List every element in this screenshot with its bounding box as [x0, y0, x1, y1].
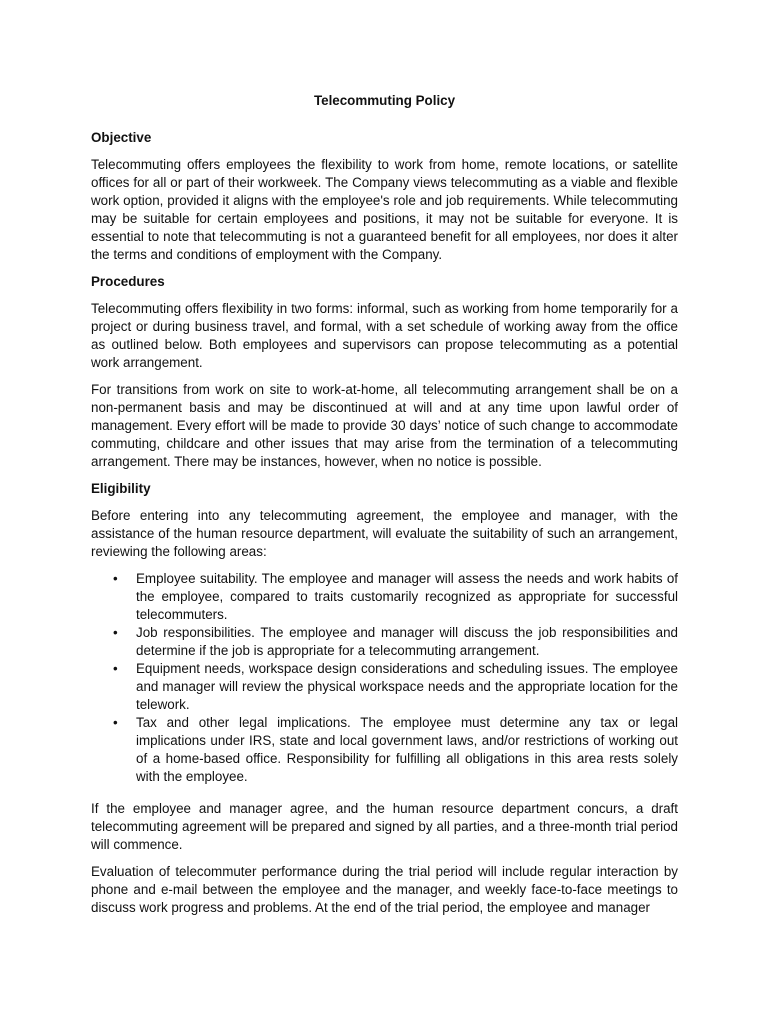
bullet-icon: •: [113, 571, 118, 586]
bullet-item-job-responsibilities: [91, 624, 678, 660]
procedures-paragraph-1: Telecommuting offers flexibility in two forms: informal, such as working from home temporarily for a project or during business travel, and formal, with a set schedule of working away from the office as outlined below. Both employees and supervisors can propose telecommuting as a potential work arrangement.: [91, 301, 678, 370]
objective-paragraph: Telecommuting offers employees the flexibility to work from home, remote locations, or satellite offices for all or part of their workweek. The Company views telecommuting as a viable and flexible work option, provided it aligns with the employee's role and job requirements. While telecommuting may be suitable for certain employees and positions, it may not be suitable for everyone. It is essential to note that telecommuting is not a guaranteed benefit for all employees, nor does it alter the terms and conditions of employment with the Company.: [91, 157, 678, 262]
bullet-icon: •: [113, 661, 118, 676]
section-heading-procedures: Procedures: [91, 274, 165, 289]
eligibility-intro-paragraph: Before entering into any telecommuting agreement, the employee and manager, with the assistance of the human resource department, will evaluate the suitability of such an arrangement, reviewing the following areas:: [91, 508, 678, 559]
evaluation-paragraph: Evaluation of telecommuter performance during the trial period will include regular interaction by phone and e-mail between the employee and the manager, and weekly face-to-face meetings to discuss work progress and problems. At the end of the trial period, the employee and manager: [91, 864, 678, 915]
agreement-paragraph: If the employee and manager agree, and the human resource department concurs, a draft telecommuting agreement will be prepared and signed by all parties, and a three-month trial period will commence.: [91, 801, 678, 852]
bullet-text: Equipment needs, workspace design considerations and scheduling issues. The employee and manager will review the physical workspace needs and the appropriate location for the telework.: [136, 661, 678, 712]
bullet-text: Employee suitability. The employee and manager will assess the needs and work habits of the employee, compared to traits customarily recognized as appropriate for successful telecommuters.: [136, 571, 678, 622]
bullet-item-equipment-needs: [91, 660, 678, 714]
section-heading-objective: Objective: [91, 130, 152, 145]
bullet-item-tax-legal: [91, 714, 678, 786]
document-page: [91, 92, 678, 926]
bullet-icon: •: [113, 715, 118, 730]
bullet-icon: •: [113, 625, 118, 640]
section-heading-eligibility: Eligibility: [91, 481, 151, 496]
bullet-item-employee-suitability: [91, 570, 678, 624]
document-title: Telecommuting Policy: [313, 93, 456, 108]
bullet-text: Job responsibilities. The employee and manager will discuss the job responsibilities and determine if the job is appropriate for a telecommuting arrangement.: [136, 625, 678, 658]
procedures-paragraph-2: For transitions from work on site to work-at-home, all telecommuting arrangement shall be on a non-permanent basis and may be discontinued at will and at any time upon lawful order of management. Every effort will be made to provide 30 days’ notice of such change to accommodate commuting, childcare and other issues that may arise from the termination of a telecommuting arrangement. There may be instances, however, when no notice is possible.: [91, 382, 678, 469]
eligibility-bullet-list: [91, 570, 678, 786]
bullet-text: Tax and other legal implications. The employee must determine any tax or legal implications under IRS, state and local government laws, and/or restrictions of working out of a home-based office. Responsibility for fulfilling all obligations in this area rests solely with the employee.: [136, 715, 678, 784]
